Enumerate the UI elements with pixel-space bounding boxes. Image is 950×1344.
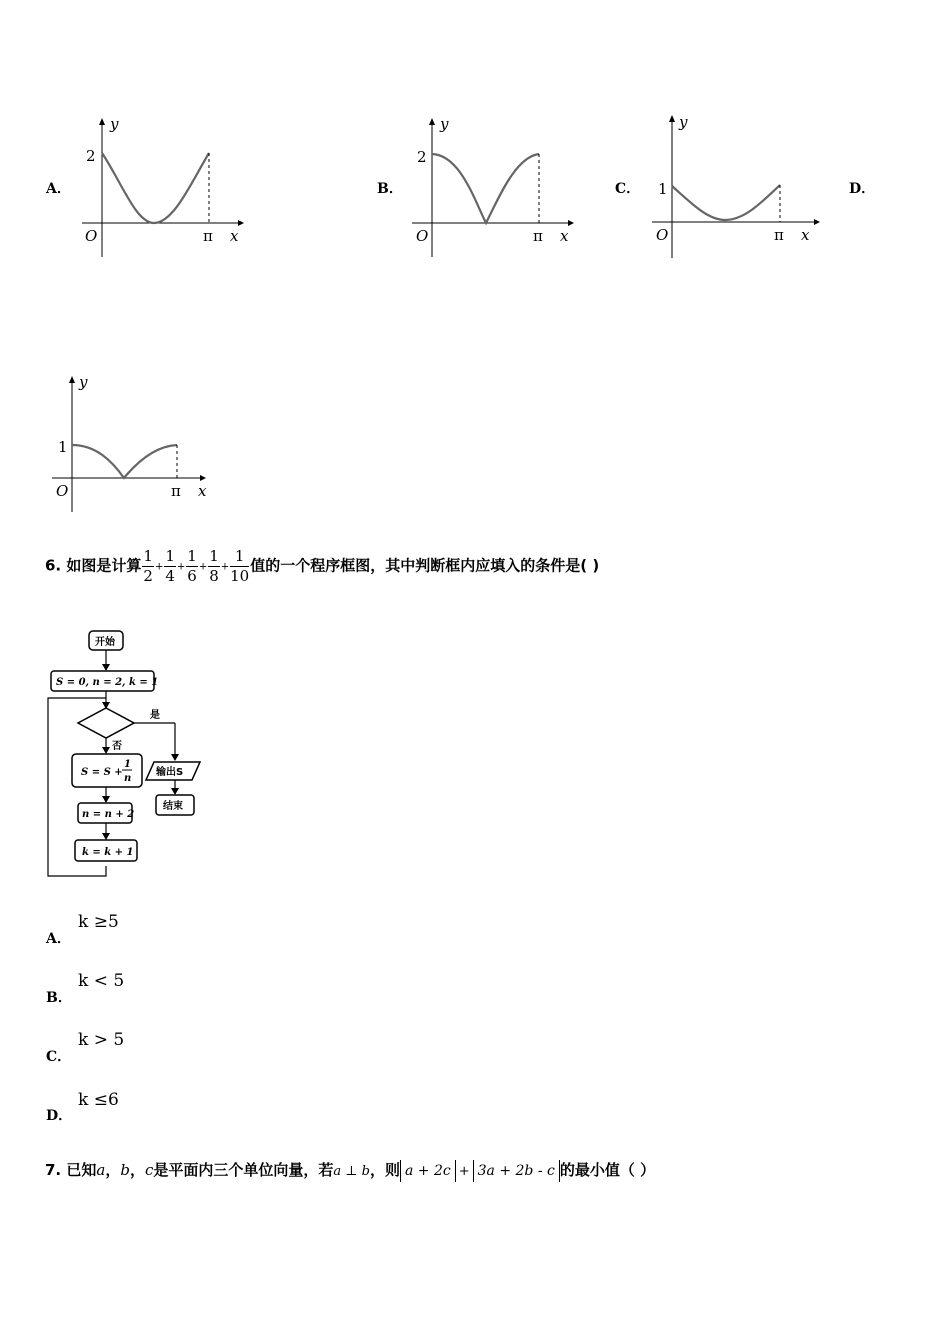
- step-n-label: n = n + 2: [82, 809, 135, 820]
- y-axis-label: y: [440, 115, 449, 133]
- choice-a-math: k ≥5: [78, 912, 119, 932]
- fraction: $\frac{1}{2}$: [143, 547, 153, 585]
- curve: [102, 153, 209, 223]
- x-axis-label: x: [560, 227, 569, 245]
- curve: [672, 185, 780, 220]
- x-axis-label: x: [801, 226, 810, 244]
- choice-d-label: D．: [46, 1108, 73, 1124]
- y-value-label: 2: [86, 147, 96, 165]
- question-7-stem: 7. 已知a，b，c是平面内三个单位向量，若a ⊥ b，则 a + 2c + 3a + 2b - c 的最小值（ ）: [45, 1153, 655, 1189]
- origin-label: O: [416, 227, 429, 245]
- question-lead: 如图是计算: [66, 556, 142, 575]
- option-c-label: C．: [615, 181, 641, 197]
- perp-condition: a ⊥ b: [333, 1164, 370, 1179]
- abs-term-1: a + 2c: [400, 1160, 456, 1182]
- y-value-label: 1: [58, 438, 68, 456]
- yes-label: 是: [150, 710, 160, 721]
- origin-label: O: [656, 226, 669, 244]
- y-axis-arrow: [429, 118, 435, 125]
- y-axis-arrow: [69, 376, 75, 383]
- choice-c-label: C．: [46, 1049, 72, 1065]
- curve: [432, 154, 539, 223]
- y-axis-arrow: [99, 118, 105, 125]
- assign-s-den: n: [124, 773, 132, 784]
- pi-label: π: [533, 227, 543, 245]
- option-d-label: D．: [849, 181, 876, 197]
- output-label: 输出S: [156, 767, 184, 778]
- x-axis-arrow: [238, 220, 244, 226]
- x-axis-arrow: [814, 219, 820, 225]
- y-value-label: 2: [417, 148, 427, 166]
- option-b-graph: [408, 113, 578, 263]
- fraction: $\frac{1}{8}$: [209, 547, 219, 585]
- no-label: 否: [112, 741, 122, 752]
- choice-c-math: k > 5: [78, 1030, 125, 1050]
- x-axis-arrow: [200, 475, 206, 481]
- y-axis-label: y: [110, 115, 119, 133]
- curve: [72, 445, 177, 478]
- y-axis-label: y: [79, 373, 88, 391]
- flowchart: [42, 626, 212, 886]
- init-label: S = 0, n = 2, k = 1: [56, 677, 159, 688]
- fraction-sum: $\frac{1}{2}$ + $\frac{1}{4}$ + $\frac{1}{6}$ + $\frac{1}{8}$ + $\frac{1}{10}$: [143, 547, 250, 585]
- x-axis-label: x: [198, 482, 207, 500]
- origin-label: O: [85, 227, 98, 245]
- pi-label: π: [774, 226, 784, 244]
- choice-b-label: B．: [46, 990, 72, 1006]
- y-axis-label: y: [679, 113, 688, 131]
- assign-s-label: S = S +: [81, 767, 123, 778]
- start-label: 开始: [95, 637, 115, 648]
- vector-b: b: [120, 1161, 130, 1179]
- abs-term-2: 3a + 2b - c: [473, 1160, 560, 1182]
- origin-label: O: [56, 482, 69, 500]
- question-number: 6.: [45, 556, 62, 575]
- pi-label: π: [171, 482, 181, 500]
- option-d-graph: [48, 369, 218, 519]
- assign-s-num: 1: [124, 759, 131, 770]
- question-tail: 值的一个程序框图，其中判断框内应填入的条件是( ): [250, 556, 600, 575]
- pi-label: π: [203, 227, 213, 245]
- choice-b-math: k < 5: [78, 971, 125, 991]
- y-axis-arrow: [669, 115, 675, 122]
- q7-part3: ，则: [369, 1161, 400, 1179]
- option-b-label: B．: [377, 181, 403, 197]
- decision-diamond: [78, 708, 134, 738]
- question-number: 7.: [45, 1161, 62, 1179]
- step-k-label: k = k + 1: [82, 847, 134, 858]
- y-value-label: 1: [658, 180, 668, 198]
- question-6-stem: [45, 547, 599, 586]
- option-c-graph: [648, 112, 828, 262]
- fraction: $\frac{1}{10}$: [230, 547, 250, 585]
- fraction: $\frac{1}{4}$: [165, 547, 175, 585]
- q7-part1: 已知: [66, 1161, 97, 1179]
- q7-part2: 是平面内三个单位向量，若: [153, 1161, 334, 1179]
- q7-part4: 的最小值（ ）: [559, 1161, 656, 1179]
- vector-a: a: [96, 1161, 106, 1179]
- vector-c: c: [144, 1161, 154, 1179]
- fraction: $\frac{1}{6}$: [187, 547, 197, 585]
- option-a-graph: [78, 113, 248, 263]
- option-a-label: A．: [46, 181, 71, 197]
- end-label: 结束: [163, 801, 183, 812]
- x-axis-label: x: [230, 227, 239, 245]
- x-axis-arrow: [568, 220, 574, 226]
- choice-d-math: k ≤6: [78, 1090, 119, 1110]
- choice-a-label: A．: [46, 931, 71, 947]
